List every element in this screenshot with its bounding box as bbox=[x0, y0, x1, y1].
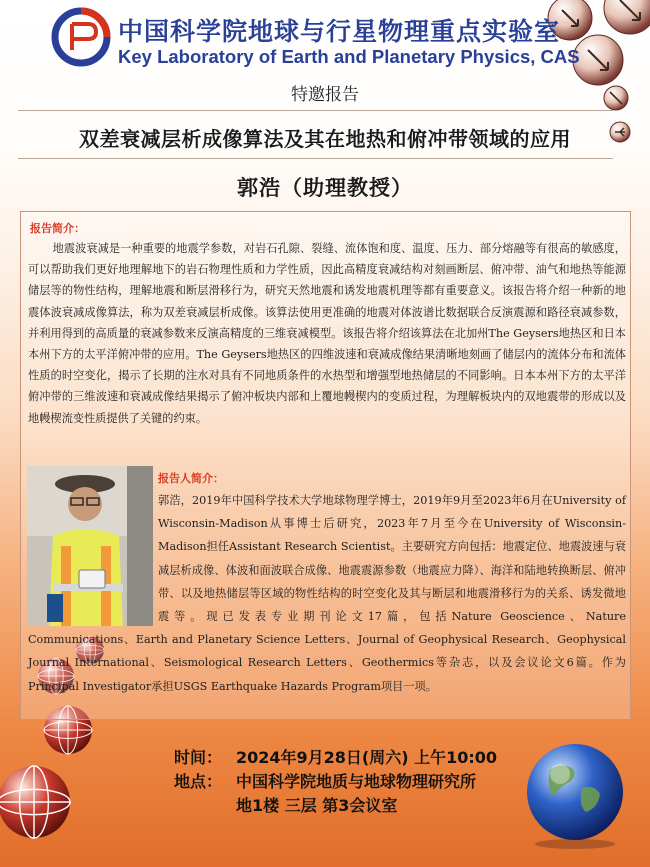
divider-top bbox=[18, 110, 613, 111]
lab-name-en: Key Laboratory of Earth and Planetary Physics, CAS bbox=[118, 46, 580, 67]
time-value: 2024年9月28日(周六) 上午10:00 bbox=[236, 748, 498, 767]
globe-large bbox=[0, 766, 70, 838]
abstract-text: 地震波衰减是一种重要的地震学参数，对岩石孔隙、裂缝、流体饱和度、温度、压力、部分熔融等有很高的敏感度，可以帮助我们更好地理解地下的岩石物理性质和力学性质，因此高精度衰减结构对刻画断层、俯冲带、油气和地热等能源储层等的物性结构，理解地震和断层滑移行为，研究天然地震和诱发地震机理等都有重要意义。该报告将介绍一种新的地震体波衰减成像算法，称为双差衰减层析成像。该算法使用更准确的地震对体波谱比数据联合反演震源和路径衰减参数，并利用得到的高质量的衰减参数来反演高精度的三维衰减模型。该报告将介绍该算法在北加州The Geysers地热区和日本本州下方的太平洋俯冲带的应用。The Geysers地热区的四维波速和衰减成像结果清晰地刻画了储层内的流体分布和流体性质的时空变化，揭示了长期的注水对具有不同地质条件的水热型和增强型地热储层的不同影响。日本本州下方的太平洋俯冲带的三维波速和衰减成像结果揭示了俯冲板块内部和上覆地幔楔内的变质过程，为理解板块内的双地震带的形成以及地幔楔流变性质提供了关键的约束。 bbox=[28, 242, 626, 425]
divider-bottom bbox=[18, 158, 613, 159]
time-label: 时间： bbox=[174, 748, 223, 767]
place-line-2: 地1楼 三层 第3会议室 bbox=[236, 796, 398, 815]
sphere-3 bbox=[573, 35, 623, 85]
speaker-name: 郭浩（助理教授） bbox=[237, 176, 413, 200]
abstract-label: 报告简介： bbox=[30, 222, 85, 235]
talk-title: 双差衰减层析成像算法及其在地热和俯冲带领域的应用 bbox=[79, 127, 571, 151]
place-label: 地点： bbox=[174, 772, 223, 791]
invited-talk-label: 特邀报告 bbox=[291, 85, 359, 105]
lab-logo-icon bbox=[52, 8, 110, 66]
bio-text: 郭浩，2019年中国科学技术大学地球物理学博士，2019年9月至2023年6月在University of Wisconsin-Madison从事博士后研究，2023年7月至今在University of Wisconsin-Madison担任Assistant Research Scientist。主要研究方向包括：地震定位、地震波速与衰减层析成像、体波和面波联合成像、地震震源参数（地震应力降）、海洋和陆地转换断层、俯冲带、以及地热储层等区域的物性结构的时空变化及其与断层和地震滑移行为的关系、诱发微地震等。现已发表专业期刊论文17篇，包括Nature Geoscience、Nature Communications、Earth and Planetary Science Letters、Journal of Geophysical Research、Geophysical Journal International、Seismological Research Letters、Geothermics等杂志，以及会议论文6篇。作为Principal Investigator承担USGS Earthquake Hazards Program项目一项。 bbox=[28, 494, 626, 693]
bio-label: 报告人简介： bbox=[158, 472, 224, 485]
sphere-1 bbox=[604, 0, 650, 34]
globe-icon bbox=[520, 740, 630, 850]
lab-name-cn: 中国科学院地球与行星物理重点实验室 bbox=[118, 17, 561, 46]
place-line-1: 中国科学院地质与地球物理研究所 bbox=[236, 772, 477, 791]
